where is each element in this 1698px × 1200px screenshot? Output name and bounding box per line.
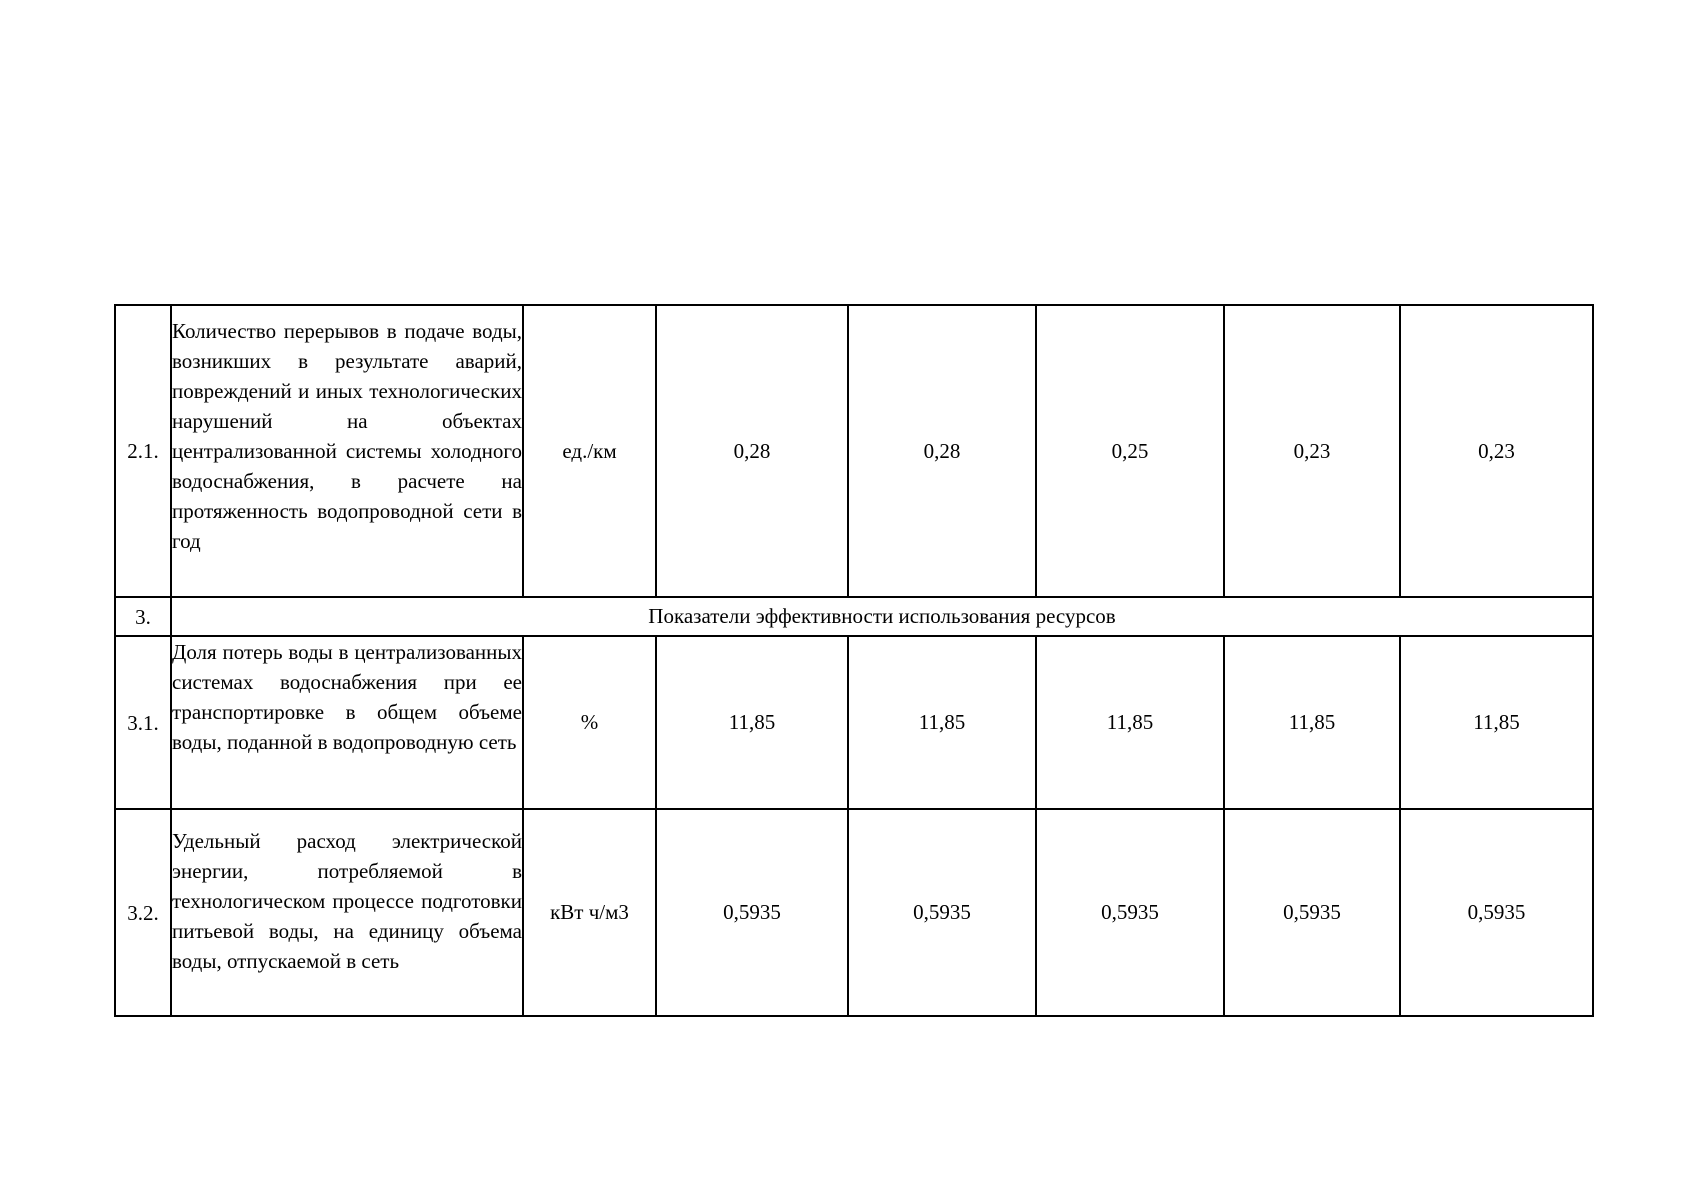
- indicator-unit: кВт ч/м3: [523, 809, 656, 1016]
- section-title: Показатели эффективности использования ресурсов: [171, 597, 1593, 636]
- indicator-unit: %: [523, 636, 656, 809]
- indicator-value: 0,5935: [1224, 809, 1400, 1016]
- table-row-section-3: [115, 597, 1593, 636]
- indicator-value: 0,28: [848, 305, 1036, 597]
- indicator-value: 0,5935: [656, 809, 848, 1016]
- indicator-value: 0,23: [1224, 305, 1400, 597]
- row-number: 2.1.: [115, 305, 171, 597]
- indicators-table: [114, 304, 1594, 1017]
- indicator-value: 11,85: [848, 636, 1036, 809]
- section-number: 3.: [115, 597, 171, 636]
- indicator-value: 0,25: [1036, 305, 1224, 597]
- indicator-name: Количество перерывов в подаче воды, возникших в результате аварий, повреждений и иных технологических нарушений на объектах централизованной системы холодного водоснабжения, в расчете на протяженность водопроводной сети в год: [171, 305, 523, 597]
- indicator-value: 11,85: [1036, 636, 1224, 809]
- table-row-3-2: [115, 809, 1593, 1016]
- indicator-value: 0,23: [1400, 305, 1593, 597]
- indicator-name: Доля потерь воды в централизованных системах водоснабжения при ее транспортировке в общем объеме воды, поданной в водопроводную сеть: [171, 636, 523, 809]
- indicator-value: 0,5935: [848, 809, 1036, 1016]
- indicator-value: 0,5935: [1036, 809, 1224, 1016]
- table-row-2-1: [115, 305, 1593, 597]
- indicator-value: 0,28: [656, 305, 848, 597]
- indicator-value: 11,85: [1400, 636, 1593, 809]
- indicator-value: 11,85: [1224, 636, 1400, 809]
- table-row-3-1: [115, 636, 1593, 809]
- indicator-name: Удельный расход электрической энергии, потребляемой в технологическом процессе подготовки питьевой воды, на единицу объема воды, отпускаемой в сеть: [171, 809, 523, 1016]
- indicator-value: 11,85: [656, 636, 848, 809]
- row-number: 3.1.: [115, 636, 171, 809]
- indicator-unit: ед./км: [523, 305, 656, 597]
- row-number: 3.2.: [115, 809, 171, 1016]
- indicator-value: 0,5935: [1400, 809, 1593, 1016]
